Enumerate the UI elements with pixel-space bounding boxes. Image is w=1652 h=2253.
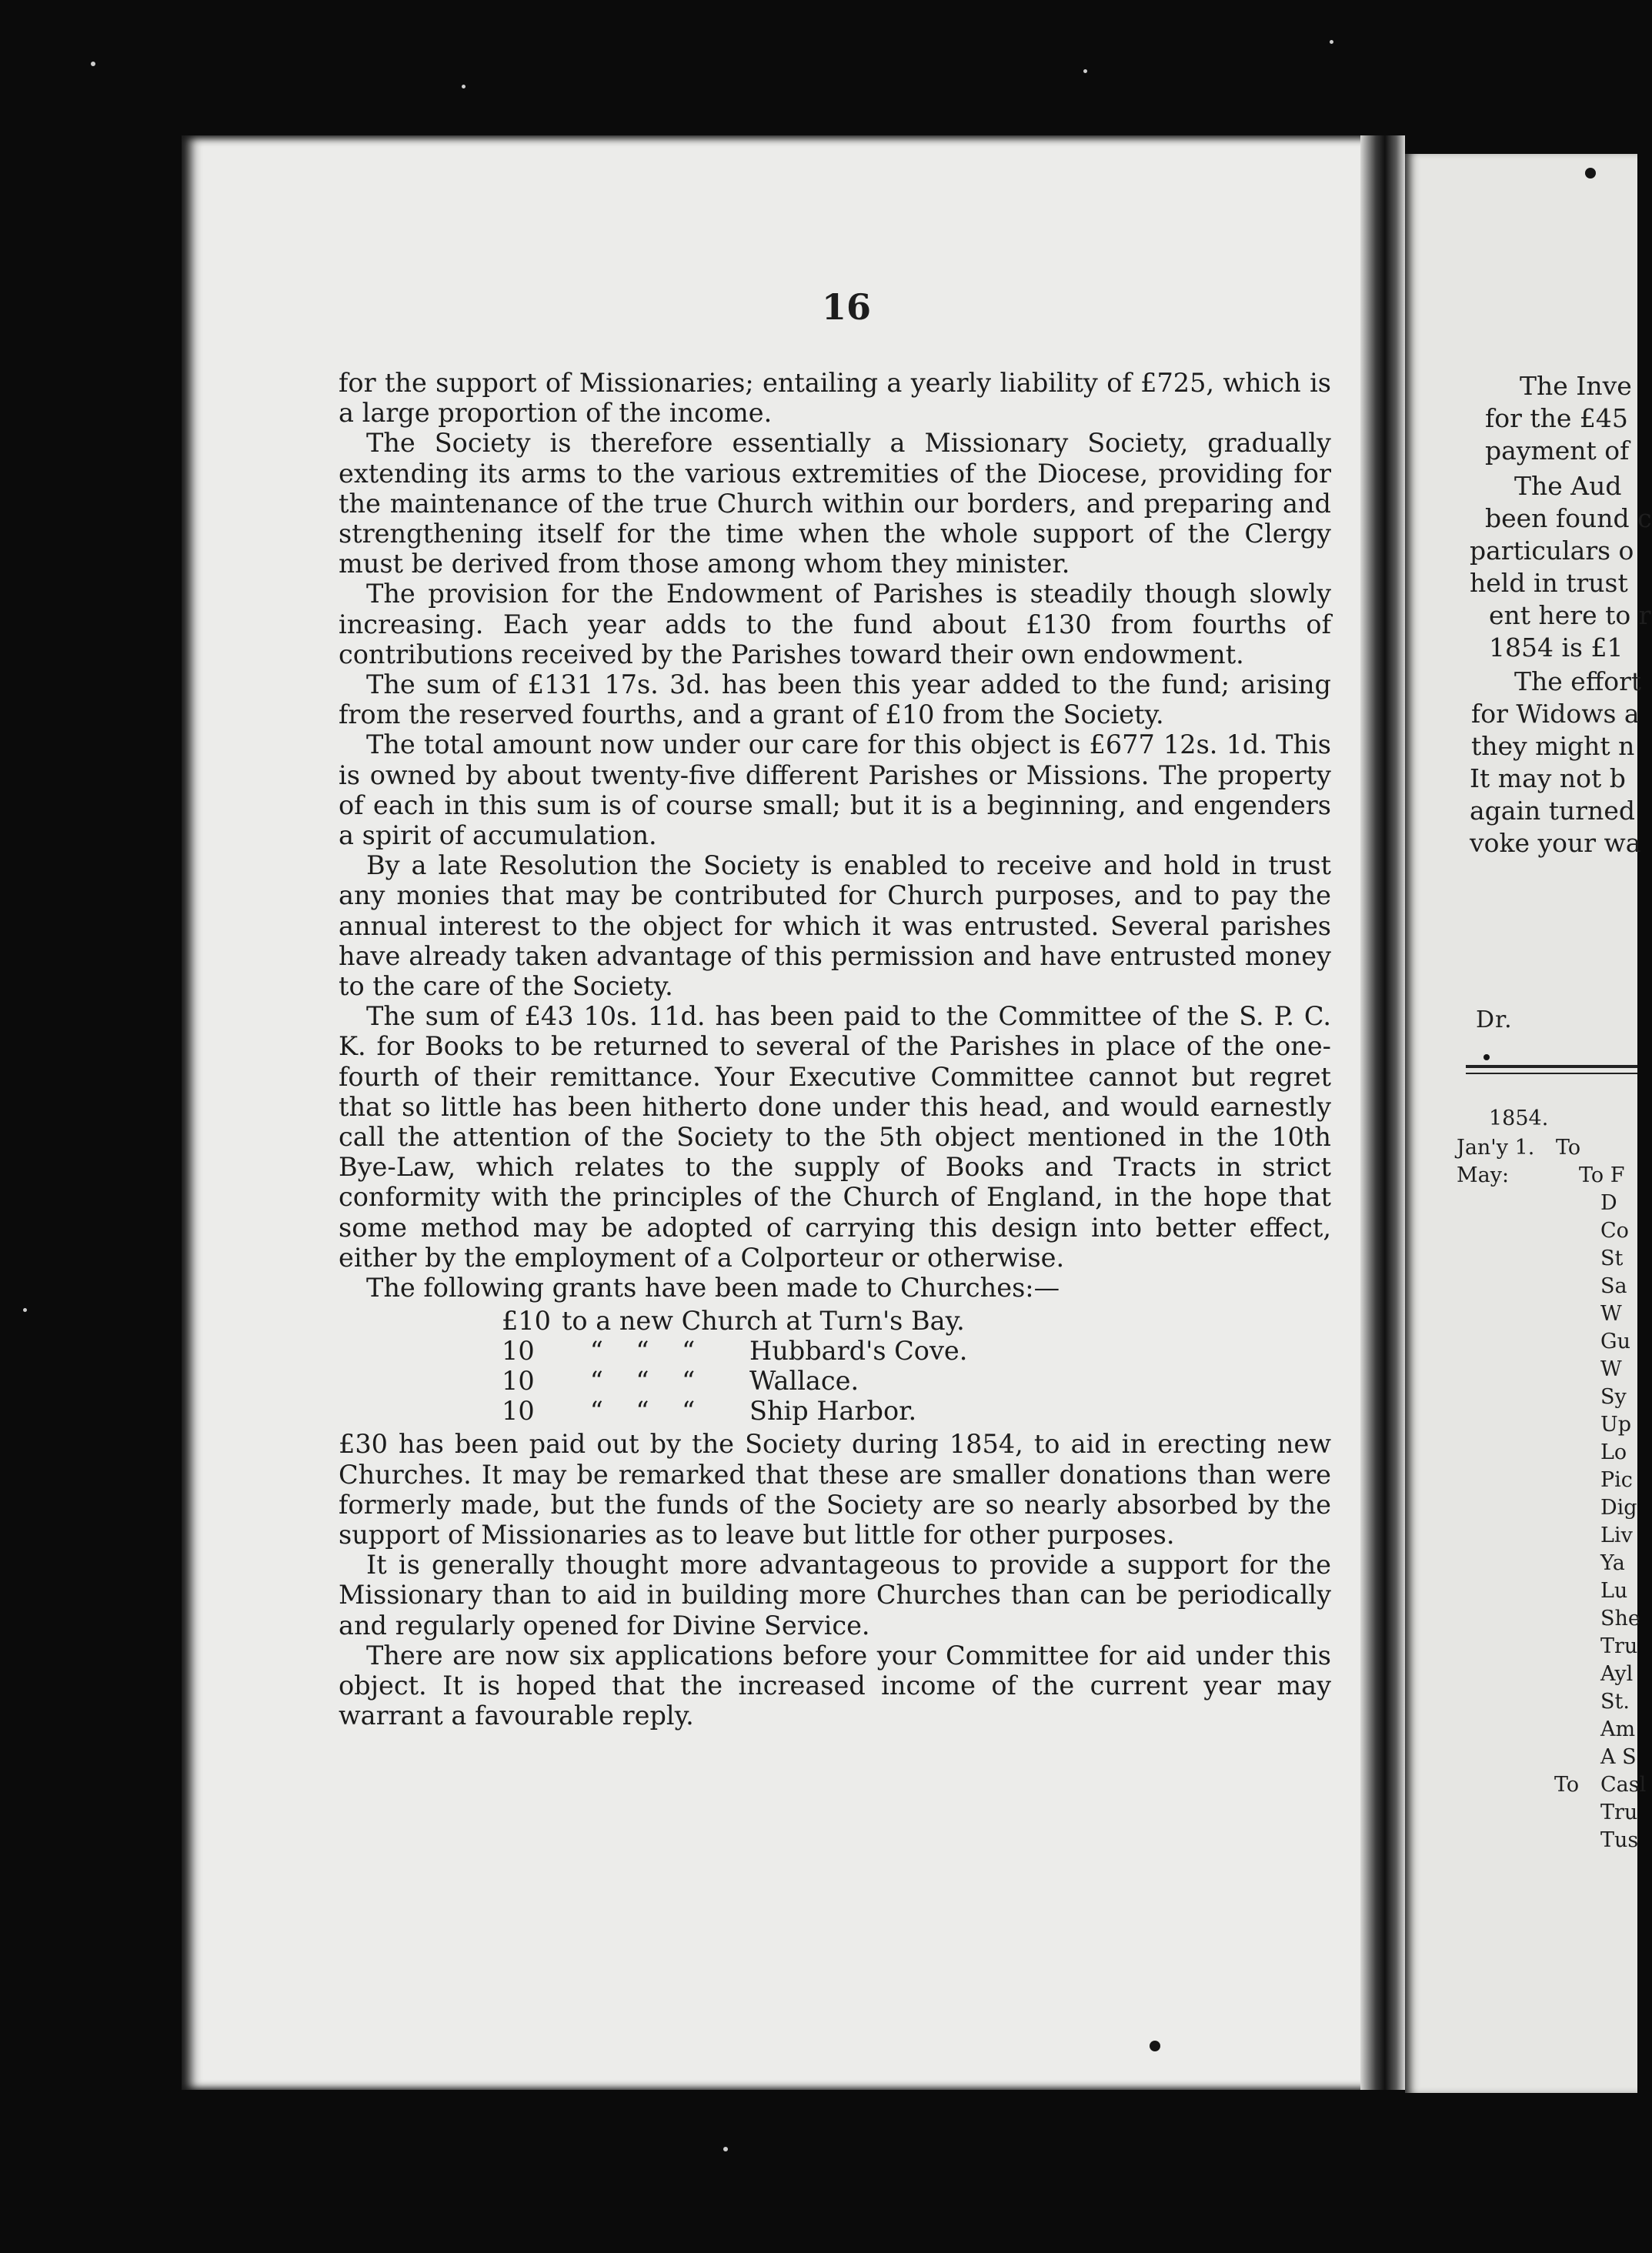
right-line: been found c	[1485, 503, 1652, 533]
ledger-entry: Casl	[1600, 1773, 1647, 1797]
ledger-year: 1854.	[1489, 1106, 1549, 1130]
ledger-entry: Lu	[1600, 1579, 1628, 1603]
ledger-entry: St	[1600, 1247, 1624, 1270]
ledger-date: May:	[1457, 1163, 1510, 1187]
right-line: payment of	[1485, 436, 1630, 466]
grant-place: Ship Harbor.	[749, 1396, 917, 1427]
ledger-entry: Sa	[1600, 1274, 1627, 1298]
grant-ditto: “ “ “	[589, 1366, 696, 1397]
paragraph: The Society is therefore essentially a Missionary Society, gradually extending its arms to the various extremities of the Diocese, providing for the maintenance of the true Church within our borders, and preparing and strengthening itself for the time when the whole support of the Clergy must be derived from those among whom they minister.	[339, 428, 1331, 579]
book-gutter	[1360, 135, 1405, 2090]
right-line: 1854 is £1	[1489, 633, 1624, 663]
right-line: The effort	[1514, 666, 1642, 696]
ledger-entry: Pic	[1600, 1468, 1633, 1492]
right-line: particulars o	[1470, 536, 1634, 566]
ledger-rule	[1466, 1073, 1637, 1074]
paragraph: for the support of Missionaries; entailing a yearly liability of £725, which is a large proportion of the income.	[339, 368, 1331, 429]
ledger-entry: Liv	[1600, 1524, 1633, 1547]
grant-ditto: “ “ “	[589, 1396, 696, 1427]
right-line: ent here to r	[1489, 600, 1651, 630]
dust-speck	[1330, 40, 1333, 44]
ledger-entry: Lo	[1600, 1440, 1627, 1464]
ledger-to: To	[1554, 1773, 1580, 1797]
dust-speck	[723, 2147, 728, 2151]
right-line: The Inve	[1520, 371, 1632, 401]
left-page-body	[339, 368, 1331, 1731]
paragraph: The following grants have been made to Churches:—	[366, 1273, 1060, 1303]
right-line: they might n	[1471, 731, 1635, 761]
grant-ditto	[551, 1306, 562, 1336]
dust-speck	[91, 62, 95, 66]
grant-place: to a new Church at Turn's Bay.	[561, 1306, 965, 1337]
ledger-entry: St.	[1600, 1690, 1630, 1714]
right-line: for Widows a	[1471, 699, 1640, 729]
ledger-entry: Ya	[1600, 1551, 1625, 1575]
dust-speck	[23, 1308, 27, 1312]
ledger-entry: W	[1600, 1302, 1622, 1326]
ledger-header: Dr.	[1476, 1006, 1513, 1033]
paragraph: The provision for the Endowment of Parishes is steadily though slowly increasing. Each year adds to the fund about £130 from fourths of contributions received by the Parishes toward their own endowment.	[339, 579, 1331, 669]
right-line: again turned	[1470, 796, 1635, 826]
ledger-entry: Gu	[1600, 1330, 1630, 1353]
right-line: for the £45	[1485, 403, 1628, 433]
ledger-entry: Co	[1600, 1219, 1629, 1243]
grant-place: Wallace.	[749, 1366, 859, 1397]
paragraph: £30 has been paid out by the Society during 1854, to aid in erecting new Churches. It may be remarked that these are smaller donations than were formerly made, but the funds of the Society are so nearly absorbed by the support of Missionaries as to leave but little for other purposes.	[339, 1429, 1331, 1550]
ledger-date: Jan'y 1.	[1457, 1136, 1535, 1160]
right-line: held in trust	[1470, 568, 1628, 598]
ledger-to: To	[1556, 1136, 1581, 1160]
paragraph: The sum of £131 17s. 3d. has been this year added to the fund; arising from the reserved fourths, and a grant of £10 from the Society.	[339, 669, 1331, 730]
ledger-entry: Tru	[1600, 1634, 1638, 1658]
paragraph: By a late Resolution the Society is enabled to receive and hold in trust any monies that may be contributed for Church purposes, and to pay the annual interest to the object for which it was entrusted. Several parishes have already taken advantage of this permission and have entrusted money to the care of the Society.	[339, 850, 1331, 1002]
grant-amount: 10	[502, 1336, 535, 1367]
ledger-entry: Tru	[1600, 1801, 1638, 1824]
grant-ditto: “ “ “	[589, 1336, 696, 1367]
ledger-entry: Tus	[1600, 1828, 1639, 1852]
grant-row	[339, 1306, 1331, 1336]
ledger-entry: Am	[1600, 1717, 1636, 1741]
grant-amount: 10	[502, 1396, 535, 1427]
grant-place: Hubbard's Cove.	[749, 1336, 968, 1367]
grants-list	[339, 1306, 1331, 1426]
grant-row	[339, 1366, 1331, 1396]
ledger-entry: A S	[1600, 1745, 1637, 1769]
grant-amount: £10	[502, 1306, 551, 1337]
page-number: 16	[821, 286, 871, 328]
right-line: It may not b	[1470, 763, 1626, 793]
paragraph: The sum of £43 10s. 11d. has been paid to the Committee of the S. P. C. K. for Books to be returned to several of the Parishes in place of the one-fourth of their remittance. Your Executive Committee cannot but regret that so little has been hitherto done under this head, and would earnestly call the attention of the Society to the 5th object mentioned in the 10th Bye-Law, which relates to the supply of Books and Tracts in strict conformity with the principles of the Church of England, in the hope that some method may be adopted of carrying this design into better effect, either by the employment of a Colporteur or otherwise.	[339, 1001, 1331, 1273]
ink-speck	[1150, 2041, 1160, 2051]
ledger-entry: Sy	[1600, 1385, 1627, 1409]
ledger-entry: D	[1600, 1191, 1617, 1215]
ledger-entry: Up	[1600, 1413, 1632, 1437]
dust-speck	[462, 85, 466, 88]
ledger-entry: She	[1600, 1607, 1640, 1631]
right-line: voke your wa	[1470, 828, 1641, 858]
ledger-rule	[1466, 1065, 1637, 1068]
paragraph: The total amount now under our care for this object is £677 12s. 1d. This is owned by about twenty-five different Parishes or Missions. The property of each in this sum is of course small; but it is a beginning, and engenders a spirit of accumulation.	[339, 729, 1331, 851]
grant-row	[339, 1396, 1331, 1426]
ink-speck	[1483, 1054, 1490, 1060]
ledger-to: To F	[1579, 1163, 1625, 1187]
paragraph: It is generally thought more advantageous to provide a support for the Missionary than to aid in building more Churches than can be periodically and regularly opened for Divine Service.	[339, 1550, 1331, 1641]
ledger-entry: W	[1600, 1357, 1622, 1381]
ledger-entry: Dig	[1600, 1496, 1637, 1520]
grant-row	[339, 1336, 1331, 1366]
ledger-entry: Ayl	[1600, 1662, 1634, 1686]
right-line: The Aud	[1514, 471, 1622, 501]
grant-amount: 10	[502, 1366, 535, 1397]
ink-speck	[1585, 168, 1596, 179]
paragraph: There are now six applications before your Committee for aid under this object. It is hoped that the increased income of the current year may warrant a favourable reply.	[339, 1640, 1331, 1731]
dust-speck	[1083, 69, 1087, 73]
